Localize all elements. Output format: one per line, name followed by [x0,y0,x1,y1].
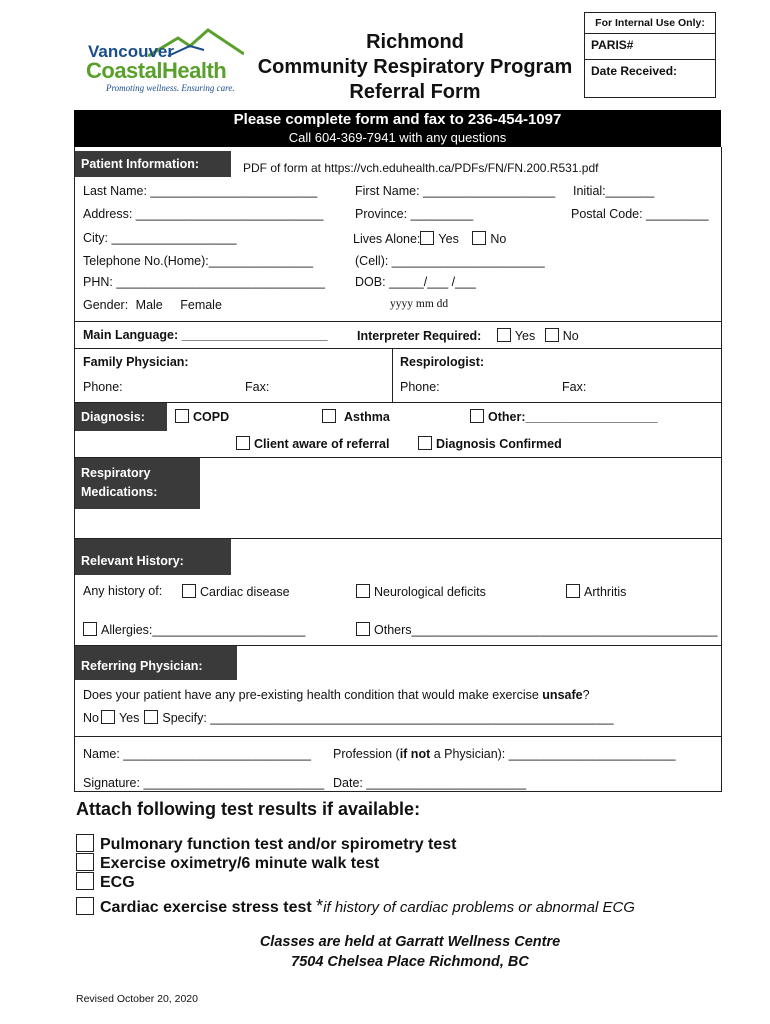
pdf-link[interactable]: PDF of form at https://vch.eduhealth.ca/PDFs/FN/FN.200.R531.pdf [243,161,599,175]
diagnosis-confirmed-checkbox[interactable] [418,436,432,450]
revised-date: Revised October 20, 2020 [76,993,198,1005]
respirologist-field[interactable]: Respirologist: [400,355,485,369]
diagnosis-label: Diagnosis: [75,403,167,431]
attach-item[interactable] [76,872,635,892]
medications-label-line2: Medications: [81,485,158,499]
phn-field[interactable]: PHN: ______________________________ [83,275,325,289]
cardiac-option[interactable] [182,584,290,599]
dob-field[interactable]: DOB: _____/___ /___ [355,275,476,289]
client-aware-label: Client aware of referral [254,437,390,451]
cardiac-label: Cardiac disease [200,585,290,599]
title-line1: Richmond [366,31,464,53]
logo-tagline: Promoting wellness. Ensuring care. [106,83,235,93]
resp-fax-field[interactable]: Fax: [562,380,587,394]
asthma-label: Asthma [344,410,390,424]
divider [75,321,721,322]
attach-checkbox[interactable] [76,853,94,871]
neuro-option[interactable] [356,584,486,599]
signature-field[interactable]: Signature: __________________________ [83,776,325,790]
form-title [250,30,580,105]
profession-field[interactable] [333,747,676,761]
location-line1: Classes are held at Garratt Wellness Centre [259,934,561,950]
attach-checkbox[interactable] [76,897,94,915]
interpreter-row [357,328,579,343]
unsafe-no-label: No [83,711,99,725]
gender-label: Gender: [83,298,129,312]
divider [75,348,721,349]
resp-phone-field[interactable]: Phone: [400,380,440,394]
province-field[interactable]: Province: _________ [355,207,474,221]
medications-input-area[interactable] [205,462,715,534]
interpreter-yes-label: Yes [514,329,536,343]
profession-pre: Profession ( [333,747,400,761]
family-fax-field[interactable]: Fax: [245,380,270,394]
attach-item[interactable] [76,853,635,872]
divider [392,348,393,402]
diagnosis-confirmed-label: Diagnosis Confirmed [436,437,562,451]
attach-item-label: Pulmonary function test and/or spirometry test [100,836,457,853]
lives-alone-yes-checkbox[interactable] [420,231,434,245]
city-field[interactable]: City: __________________ [83,231,237,245]
attach-checkbox[interactable] [76,872,94,890]
unsafe-question [83,688,590,702]
copd-option[interactable] [175,409,229,424]
copd-label: COPD [193,410,230,424]
others-checkbox[interactable] [356,622,370,636]
relevant-history-label: Relevant History: [75,539,231,575]
other-checkbox[interactable] [470,409,484,423]
banner-sub: Call 604-369-7941 with any questions [288,130,507,145]
diagnosis-confirmed-option[interactable] [418,436,562,451]
neuro-label: Neurological deficits [374,585,486,599]
unsafe-question-pre: Does your patient have any pre-existing health condition that would make exercise [83,688,543,702]
allergies-option[interactable] [83,622,305,637]
vch-logo [80,28,242,96]
initial-field[interactable]: Initial:_______ [573,184,655,198]
referrer-name-field[interactable]: Name: ___________________________ [83,747,311,761]
others-option[interactable] [356,622,717,637]
unsafe-question-post: ? [582,688,590,702]
divider [75,402,721,403]
cardiac-checkbox[interactable] [182,584,196,598]
last-name-field[interactable]: Last Name: ________________________ [83,184,318,198]
arthritis-option[interactable] [566,584,626,599]
logo-line1: Vancouver [88,42,174,61]
attach-item[interactable] [76,894,635,918]
attach-checkbox[interactable] [76,834,94,852]
interpreter-yes-checkbox[interactable] [497,328,511,342]
location-info [200,932,620,972]
other-option[interactable] [470,409,658,424]
others-label: Others____________________________________________ [374,623,718,637]
asthma-option[interactable] [322,409,390,424]
cardiac-note: if history of cardiac problems or abnormal ECG [323,899,635,916]
date-field[interactable]: Date: _______________________ [333,776,527,790]
dob-format-hint: yyyy mm dd [390,298,449,310]
logo-line2: CoastalHealth [86,58,227,83]
attach-heading: Attach following test results if available: [76,799,421,819]
telephone-field[interactable]: Telephone No.(Home):_______________ [83,254,314,268]
family-phone-field[interactable]: Phone: [83,380,123,394]
attach-item-label: ECG [100,874,135,891]
patient-info-label: Patient Information: [75,151,231,177]
fax-banner [74,110,721,147]
location-line2: 7504 Chelsea Place Richmond, BC [291,954,529,970]
allergies-checkbox[interactable] [83,622,97,636]
main-language-field[interactable]: Main Language: _____________________ [83,328,328,342]
title-line3: Referral Form [349,81,481,103]
title-line2: Community Respiratory Program [257,56,573,78]
gender-row [83,298,222,312]
copd-checkbox[interactable] [175,409,189,423]
banner-main: Please complete form and fax to 236-454-1097 [233,111,562,128]
internal-use-label: For Internal Use Only: [585,13,715,34]
gender-male-option[interactable]: Male [135,298,163,312]
lives-alone-label: Lives Alone: [353,232,421,246]
first-name-field[interactable]: First Name: ___________________ [355,184,556,198]
cell-field[interactable]: (Cell): ______________________ [355,254,545,268]
any-history-label: Any history of: [83,584,163,598]
profession-post: a Physician): ________________________ [430,747,676,761]
gender-female-option[interactable]: Female [180,298,222,312]
unsafe-question-bold: unsafe [542,688,583,702]
other-label: Other:___________________ [488,410,658,424]
lives-alone-yes-label: Yes [438,232,459,246]
arthritis-label: Arthritis [584,585,627,599]
neuro-checkbox[interactable] [356,584,370,598]
profession-bold: if not [399,747,431,761]
lives-alone-no-label: No [490,232,507,246]
paris-field[interactable]: PARIS# [585,34,715,60]
arthritis-checkbox[interactable] [566,584,580,598]
asterisk: * [316,896,324,916]
attach-list [76,834,635,918]
interpreter-no-checkbox[interactable] [545,328,559,342]
family-physician-field[interactable]: Family Physician: [83,355,189,369]
attach-item[interactable] [76,834,635,853]
interpreter-no-label: No [562,329,579,343]
lives-alone-no-checkbox[interactable] [472,231,486,245]
unsafe-yes-checkbox[interactable] [144,710,158,724]
unsafe-no-checkbox[interactable] [101,710,115,724]
attach-item-label: Exercise oximetry/6 minute walk test [100,855,380,872]
date-received-field[interactable]: Date Received: [591,64,678,78]
asthma-checkbox[interactable] [322,409,336,423]
attach-item-label: Cardiac exercise stress test [100,899,312,916]
client-aware-checkbox[interactable] [236,436,250,450]
allergies-label: Allergies:______________________ [101,623,306,637]
specify-field[interactable]: Specify: __________________________________________________________ [162,711,614,725]
medications-label [75,458,200,509]
postal-code-field[interactable]: Postal Code: _________ [571,207,709,221]
divider [75,736,721,737]
unsafe-yes-label: Yes [118,711,140,725]
client-aware-option[interactable] [236,436,389,451]
interpreter-label: Interpreter Required: [357,329,482,343]
internal-use-box [584,12,716,98]
address-field[interactable]: Address: ___________________________ [83,207,324,221]
medications-label-line1: Respiratory [81,466,151,480]
lives-alone-row [353,231,506,246]
unsafe-answer-row [83,710,614,725]
referring-physician-label: Referring Physician: [75,646,237,680]
